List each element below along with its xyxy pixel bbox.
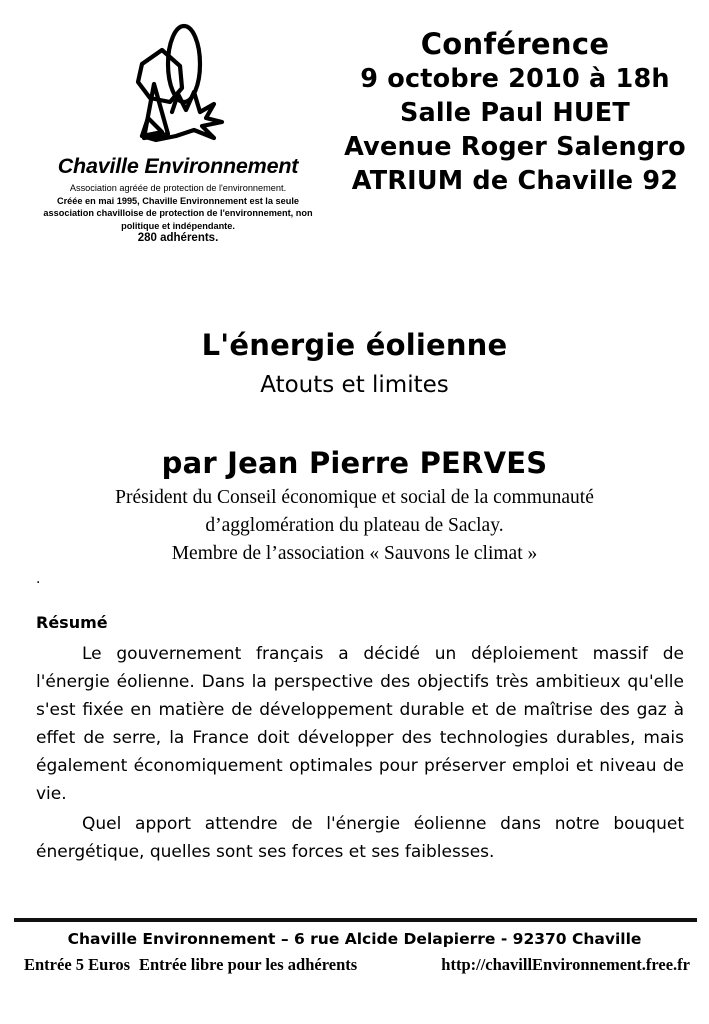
speaker-role-line-1: Président du Conseil économique et social de la communauté [115,487,594,508]
speaker-role-line-3: Membre de l’association « Sauvons le climat » [171,543,538,564]
abstract-block [36,612,684,866]
event-street: Avenue Roger Salengro [344,132,686,162]
association-name: Chaville Environnement [57,154,299,178]
footer-website-link[interactable]: http://chavillEnvironnement.free.fr [441,955,690,974]
talk-title: L'énergie éolienne [201,328,508,362]
event-place: ATRIUM de Chaville 92 [351,166,679,196]
event-venue: Salle Paul HUET [399,98,631,128]
speaker-role-line-2: d’agglomération du plateau de Saclay. [205,515,504,536]
event-type: Conférence [420,27,610,61]
association-description [18,182,338,245]
event-datetime: 9 octobre 2010 à 18h [360,64,670,94]
association-description-line-3: association chavilloise de protection de l'environnement, non [43,208,313,219]
association-description-line-2: Créée en mai 1995, Chaville Environnement est la seule [56,195,300,206]
speaker-block [0,444,709,566]
footer-members-free: Entrée libre pour les adhérents [139,955,358,974]
association-description-line-4: politique et indépendante. [121,220,235,231]
association-member-count: 280 adhérents. [137,232,219,245]
abstract-paragraph-2: Quel apport attendre de l'énergie éolienne dans notre bouquet énergétique, quelles sont ses forces et ses faiblesses. [36,814,684,862]
stray-period-mark: . [36,571,41,587]
speaker-name: par Jean Pierre PERVES [161,446,548,480]
association-brand-block [18,22,338,245]
abstract-heading: Résumé [36,613,108,632]
header [0,0,709,250]
footer-address: Chaville Environnement – 6 rue Alcide Delapierre - 92370 Chaville [67,930,642,948]
event-details [332,26,698,198]
abstract-paragraph-1: Le gouvernement français a décidé un déploiement massif de l'énergie éolienne. Dans la perspective des objectifs très ambitieux qu'elle s'est fixée en matière de développement durable et de maîtrise des gaz à effet de serre, la France doit développer des technologies durables, mais également économiquement optimales pour préserver emploi et niveau de vie. [36,644,684,804]
footer-divider [14,918,697,922]
talk-title-block [0,326,709,402]
association-description-line-1: Association agréée de protection de l'environnement. [69,183,287,193]
footer-entry-fee: Entrée 5 Euros [24,955,131,974]
chaville-environnement-logo-icon [98,22,258,152]
talk-subtitle: Atouts et limites [260,372,449,398]
